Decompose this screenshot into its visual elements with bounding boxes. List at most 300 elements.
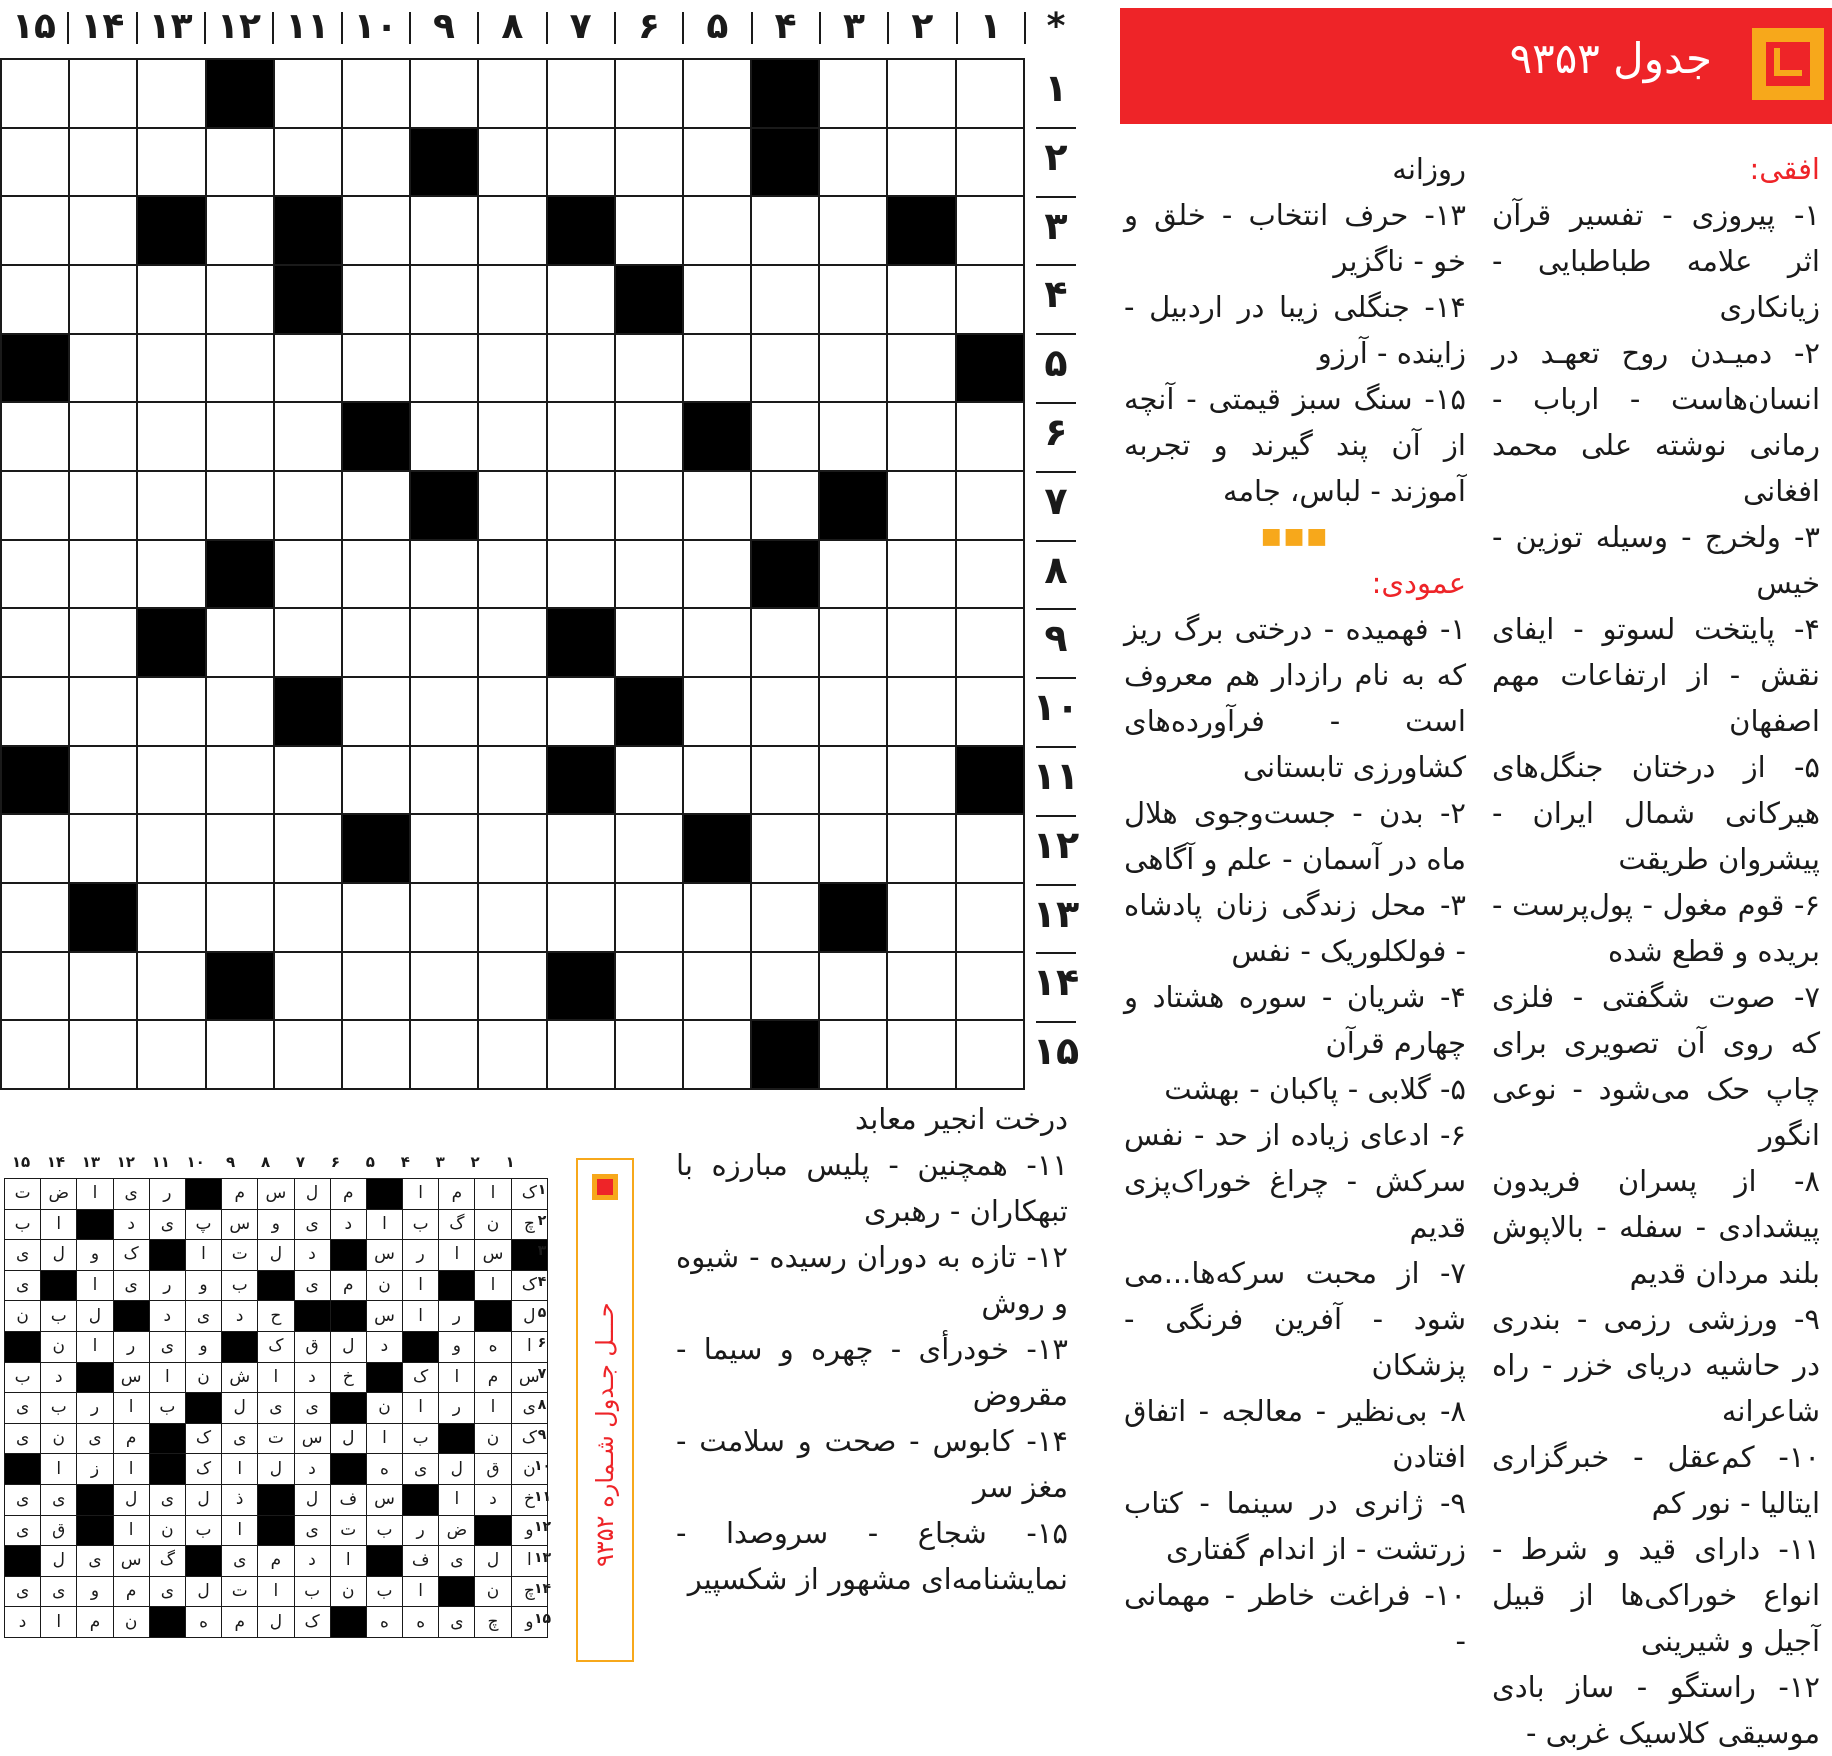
- grid-cell[interactable]: [1, 402, 69, 471]
- grid-cell[interactable]: [956, 59, 1024, 128]
- grid-cell[interactable]: [206, 883, 274, 952]
- grid-cell[interactable]: [956, 196, 1024, 265]
- grid-cell[interactable]: [274, 471, 342, 540]
- clue-item: ۶- ادعای زیاده از حد - نفس سرکش - چراغ خوراک‌پزی قدیم: [1124, 1118, 1466, 1244]
- grid-cell[interactable]: [819, 608, 887, 677]
- grid-cell[interactable]: [615, 196, 683, 265]
- row-separator: [1036, 1021, 1076, 1023]
- grid-cell[interactable]: [137, 952, 205, 1021]
- solution-cell: س: [113, 1546, 149, 1577]
- grid-cell[interactable]: [137, 540, 205, 609]
- grid-cell[interactable]: [1, 540, 69, 609]
- grid-cell[interactable]: [751, 952, 819, 1021]
- row-separator: [1036, 196, 1076, 198]
- grid-cell[interactable]: [887, 952, 955, 1021]
- grid-cell[interactable]: [887, 265, 955, 334]
- solution-cell: ل: [185, 1576, 221, 1607]
- solution-column-number: ۴: [400, 1153, 410, 1171]
- clue-item: ۱۰- فراغت خاطر - مهمانی -: [1124, 1578, 1466, 1658]
- grid-cell[interactable]: [478, 677, 546, 746]
- solution-cell: ل: [330, 1331, 366, 1362]
- grid-cell[interactable]: [69, 952, 137, 1021]
- grid-cell[interactable]: [615, 402, 683, 471]
- black-cell: [819, 471, 887, 540]
- grid-cell[interactable]: [410, 59, 478, 128]
- grid-cell[interactable]: [956, 952, 1024, 1021]
- solution-cell: ل: [258, 1607, 294, 1638]
- grid-cell[interactable]: [615, 128, 683, 197]
- grid-cell[interactable]: [342, 952, 410, 1021]
- grid-cell[interactable]: [137, 334, 205, 403]
- grid-cell[interactable]: [342, 883, 410, 952]
- solution-cell: ن: [113, 1607, 149, 1638]
- grid-cell[interactable]: [342, 59, 410, 128]
- grid-cell[interactable]: [615, 334, 683, 403]
- solution-cell: ی: [5, 1240, 41, 1271]
- grid-cell[interactable]: [478, 608, 546, 677]
- row-separator: [1036, 127, 1076, 129]
- grid-cell[interactable]: [342, 540, 410, 609]
- clue-item: ۳- محل زندگی زنان پادشاه - فولکلوریک - نفس: [1124, 888, 1466, 968]
- grid-cell[interactable]: [478, 334, 546, 403]
- column-separator: [614, 12, 616, 44]
- grid-cell[interactable]: [342, 608, 410, 677]
- clue-item: ۵- از درختان جنگل‌های هیرکانی شمال ایران - پیشروان طریقت: [1492, 750, 1820, 876]
- grid-cell[interactable]: [751, 608, 819, 677]
- grid-cell[interactable]: [751, 196, 819, 265]
- grid-cell[interactable]: [819, 540, 887, 609]
- grid-cell[interactable]: [683, 746, 751, 815]
- grid-cell[interactable]: [615, 471, 683, 540]
- grid-cell[interactable]: [410, 196, 478, 265]
- grid-cell[interactable]: [206, 334, 274, 403]
- solution-cell: ن: [475, 1576, 511, 1607]
- grid-cell[interactable]: [274, 883, 342, 952]
- grid-cell[interactable]: [1, 1020, 69, 1089]
- solution-cell: ا: [403, 1576, 439, 1607]
- grid-cell[interactable]: [274, 608, 342, 677]
- solution-cell: ه: [366, 1454, 402, 1485]
- solution-cell: ا: [222, 1454, 258, 1485]
- solution-row-number: ۱۱: [534, 1488, 552, 1505]
- grid-cell[interactable]: [137, 265, 205, 334]
- solution-cell: چ: [475, 1607, 511, 1638]
- grid-cell[interactable]: [69, 471, 137, 540]
- solution-cell: ا: [403, 1179, 439, 1210]
- solution-cell: ض: [439, 1515, 475, 1546]
- grid-cell[interactable]: [478, 59, 546, 128]
- column-separator: [204, 12, 206, 44]
- grid-cell[interactable]: [410, 952, 478, 1021]
- grid-cell[interactable]: [69, 540, 137, 609]
- crossword-grid[interactable]: [0, 58, 1025, 1090]
- grid-cell[interactable]: [410, 608, 478, 677]
- grid-cell[interactable]: [547, 128, 615, 197]
- solution-cell: ت: [222, 1240, 258, 1271]
- solution-cell: ل: [222, 1393, 258, 1424]
- grid-cell[interactable]: [342, 196, 410, 265]
- solution-cell: ف: [403, 1546, 439, 1577]
- grid-cell[interactable]: [547, 883, 615, 952]
- grid-cell[interactable]: [137, 814, 205, 883]
- grid-cell[interactable]: [547, 1020, 615, 1089]
- grid-cell[interactable]: [819, 1020, 887, 1089]
- grid-cell[interactable]: [410, 746, 478, 815]
- grid-cell[interactable]: [547, 540, 615, 609]
- grid-cell[interactable]: [683, 334, 751, 403]
- grid-cell[interactable]: [342, 334, 410, 403]
- solution-cell: ا: [222, 1515, 258, 1546]
- column-separator: [136, 12, 138, 44]
- solution-cell: ا: [366, 1423, 402, 1454]
- grid-cell[interactable]: [342, 128, 410, 197]
- solution-cell: ا: [258, 1362, 294, 1393]
- grid-cell[interactable]: [410, 883, 478, 952]
- clues-horizontal-column: [1492, 146, 1820, 1756]
- grid-cell[interactable]: [1, 814, 69, 883]
- grid-cell[interactable]: [410, 1020, 478, 1089]
- grid-cell[interactable]: [956, 608, 1024, 677]
- grid-cell[interactable]: [887, 677, 955, 746]
- grid-cell[interactable]: [69, 814, 137, 883]
- solution-cell: ل: [185, 1484, 221, 1515]
- solution-cell: د: [113, 1209, 149, 1240]
- grid-cell[interactable]: [137, 402, 205, 471]
- grid-cell[interactable]: [69, 402, 137, 471]
- section-separator: ■■■: [1260, 524, 1330, 549]
- solution-row-number: ۱۵: [534, 1611, 552, 1628]
- solution-cell: م: [77, 1607, 113, 1638]
- grid-cell[interactable]: [887, 883, 955, 952]
- grid-cell[interactable]: [478, 128, 546, 197]
- solution-cell: ت: [5, 1179, 41, 1210]
- grid-cell[interactable]: [342, 677, 410, 746]
- solution-cell: و: [77, 1576, 113, 1607]
- grid-cell[interactable]: [887, 59, 955, 128]
- grid-cell[interactable]: [1, 196, 69, 265]
- grid-cell[interactable]: [274, 402, 342, 471]
- grid-cell[interactable]: [69, 746, 137, 815]
- grid-cell[interactable]: [206, 1020, 274, 1089]
- solution-cell: خ: [330, 1362, 366, 1393]
- grid-cell[interactable]: [547, 677, 615, 746]
- grid-cell[interactable]: [206, 814, 274, 883]
- solution-black-cell: [77, 1209, 113, 1240]
- grid-cell[interactable]: [956, 1020, 1024, 1089]
- grid-cell[interactable]: [342, 471, 410, 540]
- grid-cell[interactable]: [887, 540, 955, 609]
- solution-cell: ی: [185, 1301, 221, 1332]
- solution-cell: م: [258, 1546, 294, 1577]
- column-number: ۱۰: [353, 6, 398, 47]
- grid-cell[interactable]: [887, 128, 955, 197]
- grid-cell[interactable]: [615, 540, 683, 609]
- grid-cell[interactable]: [69, 334, 137, 403]
- solution-cell: ی: [294, 1209, 330, 1240]
- grid-cell[interactable]: [274, 128, 342, 197]
- grid-cell[interactable]: [956, 402, 1024, 471]
- grid-cell[interactable]: [206, 265, 274, 334]
- grid-cell[interactable]: [547, 265, 615, 334]
- grid-cell[interactable]: [683, 1020, 751, 1089]
- clue-item: ۲- بدن - جست‌وجوی هلال ماه در آسمان - علم و آگاهی: [1124, 796, 1466, 876]
- solution-black-cell: [185, 1393, 221, 1424]
- grid-cell[interactable]: [751, 746, 819, 815]
- grid-cell[interactable]: [547, 334, 615, 403]
- grid-cell[interactable]: [751, 402, 819, 471]
- grid-cell[interactable]: [69, 608, 137, 677]
- grid-cell[interactable]: [1, 265, 69, 334]
- grid-cell[interactable]: [410, 402, 478, 471]
- grid-cell[interactable]: [956, 540, 1024, 609]
- grid-cell[interactable]: [137, 1020, 205, 1089]
- grid-cell[interactable]: [478, 471, 546, 540]
- grid-cell[interactable]: [274, 952, 342, 1021]
- row-separator: [1036, 677, 1076, 679]
- solution-cell: ل: [294, 1484, 330, 1515]
- grid-cell[interactable]: [137, 128, 205, 197]
- solution-cell: م: [330, 1270, 366, 1301]
- grid-cell[interactable]: [410, 677, 478, 746]
- solution-black-cell: [77, 1515, 113, 1546]
- solution-cell: م: [222, 1179, 258, 1210]
- row-number: ۱۵: [1032, 1029, 1080, 1074]
- solution-cell: ا: [258, 1576, 294, 1607]
- grid-cell[interactable]: [615, 59, 683, 128]
- solution-cell: ش: [222, 1362, 258, 1393]
- solution-cell: ا: [41, 1607, 77, 1638]
- solution-cell: ب: [5, 1209, 41, 1240]
- solution-cell: م: [330, 1179, 366, 1210]
- grid-cell[interactable]: [819, 265, 887, 334]
- grid-cell[interactable]: [819, 402, 887, 471]
- grid-cell[interactable]: [615, 746, 683, 815]
- grid-cell[interactable]: [137, 677, 205, 746]
- grid-cell[interactable]: [342, 746, 410, 815]
- grid-cell[interactable]: [137, 471, 205, 540]
- grid-cell[interactable]: [887, 814, 955, 883]
- solution-cell: د: [330, 1209, 366, 1240]
- grid-cell[interactable]: [751, 334, 819, 403]
- grid-cell[interactable]: [956, 265, 1024, 334]
- page-title: جدول ۹۳۵۳: [1509, 34, 1712, 83]
- grid-cell[interactable]: [69, 677, 137, 746]
- solution-cell: ب: [5, 1362, 41, 1393]
- solution-cell: د: [366, 1331, 402, 1362]
- grid-cell[interactable]: [206, 677, 274, 746]
- solution-black-cell: [5, 1454, 41, 1485]
- solution-cell: ن: [5, 1301, 41, 1332]
- black-cell: [547, 608, 615, 677]
- solution-cell: ک: [294, 1607, 330, 1638]
- grid-cell[interactable]: [819, 128, 887, 197]
- solution-black-cell: [475, 1301, 511, 1332]
- solution-cell: س: [294, 1423, 330, 1454]
- grid-cell[interactable]: [410, 540, 478, 609]
- grid-cell[interactable]: [683, 265, 751, 334]
- black-cell: [137, 608, 205, 677]
- grid-cell[interactable]: [1, 952, 69, 1021]
- grid-cell[interactable]: [478, 746, 546, 815]
- grid-cell[interactable]: [274, 334, 342, 403]
- grid-cell[interactable]: [956, 128, 1024, 197]
- grid-cell[interactable]: [478, 952, 546, 1021]
- grid-cell[interactable]: [615, 883, 683, 952]
- grid-cell[interactable]: [547, 402, 615, 471]
- grid-cell[interactable]: [69, 265, 137, 334]
- grid-cell[interactable]: [206, 402, 274, 471]
- grid-cell[interactable]: [751, 471, 819, 540]
- grid-cell[interactable]: [819, 746, 887, 815]
- grid-cell[interactable]: [683, 608, 751, 677]
- grid-cell[interactable]: [819, 814, 887, 883]
- solution-cell: ا: [511, 1546, 547, 1577]
- grid-cell[interactable]: [274, 814, 342, 883]
- grid-cell[interactable]: [478, 265, 546, 334]
- grid-cell[interactable]: [683, 59, 751, 128]
- grid-cell[interactable]: [1, 471, 69, 540]
- column-number: ۱۴: [80, 6, 125, 47]
- grid-cell[interactable]: [137, 883, 205, 952]
- grid-cell[interactable]: [956, 677, 1024, 746]
- grid-cell[interactable]: [137, 59, 205, 128]
- grid-cell[interactable]: [1, 128, 69, 197]
- grid-cell[interactable]: [1, 59, 69, 128]
- solution-column-number: ۲: [470, 1153, 480, 1171]
- black-cell: [69, 883, 137, 952]
- column-number: ۹: [433, 6, 455, 47]
- grid-cell[interactable]: [887, 471, 955, 540]
- grid-cell[interactable]: [956, 814, 1024, 883]
- grid-cell[interactable]: [683, 471, 751, 540]
- grid-cell[interactable]: [751, 677, 819, 746]
- black-cell: [547, 952, 615, 1021]
- grid-cell[interactable]: [819, 59, 887, 128]
- grid-cell[interactable]: [819, 677, 887, 746]
- solution-column-number: ۱۱: [151, 1153, 170, 1171]
- solution-cell: ک: [403, 1362, 439, 1393]
- grid-cell[interactable]: [410, 265, 478, 334]
- grid-cell[interactable]: [887, 746, 955, 815]
- grid-cell[interactable]: [206, 128, 274, 197]
- grid-cell[interactable]: [956, 883, 1024, 952]
- solution-row-number: ۴: [537, 1274, 547, 1290]
- grid-cell[interactable]: [478, 883, 546, 952]
- grid-cell[interactable]: [274, 1020, 342, 1089]
- arrow-down-left-icon: [592, 1174, 618, 1200]
- black-cell: [547, 746, 615, 815]
- grid-cell[interactable]: [887, 402, 955, 471]
- grid-cell[interactable]: [410, 334, 478, 403]
- grid-cell[interactable]: [547, 59, 615, 128]
- column-separator: [272, 12, 274, 44]
- grid-cell[interactable]: [1, 677, 69, 746]
- grid-cell[interactable]: [887, 608, 955, 677]
- grid-cell[interactable]: [1, 608, 69, 677]
- grid-cell[interactable]: [615, 1020, 683, 1089]
- grid-cell[interactable]: [342, 1020, 410, 1089]
- grid-cell[interactable]: [887, 334, 955, 403]
- grid-cell[interactable]: [69, 128, 137, 197]
- solution-cell: و: [185, 1331, 221, 1362]
- black-cell: [206, 59, 274, 128]
- grid-cell[interactable]: [274, 746, 342, 815]
- grid-cell[interactable]: [819, 334, 887, 403]
- grid-cell[interactable]: [615, 814, 683, 883]
- grid-cell[interactable]: [69, 196, 137, 265]
- grid-cell[interactable]: [206, 608, 274, 677]
- clue-item: ۴- پایتخت لسوتو - ایفای نقش - از ارتفاعات مهم اصفهان: [1492, 612, 1820, 738]
- solution-column-number: ۷: [295, 1153, 306, 1171]
- solution-cell: ر: [77, 1393, 113, 1424]
- grid-cell[interactable]: [683, 196, 751, 265]
- grid-cell[interactable]: [615, 952, 683, 1021]
- grid-cell[interactable]: [683, 128, 751, 197]
- grid-cell[interactable]: [342, 265, 410, 334]
- solution-cell: س: [258, 1179, 294, 1210]
- grid-cell[interactable]: [547, 471, 615, 540]
- arrow-down-left-icon: [1752, 28, 1824, 100]
- solution-row-number: ۱۳: [534, 1550, 552, 1566]
- grid-cell[interactable]: [683, 883, 751, 952]
- solution-cell: ی: [5, 1576, 41, 1607]
- grid-cell[interactable]: [819, 196, 887, 265]
- grid-cell[interactable]: [274, 59, 342, 128]
- grid-cell[interactable]: [478, 196, 546, 265]
- solution-cell: د: [222, 1301, 258, 1332]
- solution-black-cell: [185, 1179, 221, 1210]
- grid-cell[interactable]: [683, 540, 751, 609]
- solution-cell: ل: [41, 1240, 77, 1271]
- row-number: ۶: [1044, 410, 1068, 454]
- solution-black-cell: [330, 1454, 366, 1485]
- grid-cell[interactable]: [478, 402, 546, 471]
- grid-cell[interactable]: [751, 265, 819, 334]
- solution-cell: ب: [185, 1515, 221, 1546]
- grid-cell[interactable]: [683, 952, 751, 1021]
- grid-cell[interactable]: [274, 540, 342, 609]
- solution-cell: ت: [222, 1576, 258, 1607]
- grid-cell[interactable]: [615, 608, 683, 677]
- grid-cell[interactable]: [69, 1020, 137, 1089]
- grid-cell[interactable]: [478, 1020, 546, 1089]
- grid-cell[interactable]: [956, 471, 1024, 540]
- grid-cell[interactable]: [887, 1020, 955, 1089]
- solution-cell: د: [149, 1301, 185, 1332]
- grid-cell[interactable]: [410, 814, 478, 883]
- grid-cell[interactable]: [478, 540, 546, 609]
- solution-cell: ا: [330, 1546, 366, 1577]
- grid-cell[interactable]: [206, 196, 274, 265]
- grid-cell[interactable]: [69, 59, 137, 128]
- grid-cell[interactable]: [683, 677, 751, 746]
- grid-cell[interactable]: [206, 471, 274, 540]
- grid-cell[interactable]: [1, 883, 69, 952]
- clue-item: ۷- از محبت سرکه‌ها...می شود - آفرین فرنگی - پزشکان: [1124, 1256, 1466, 1382]
- grid-cell[interactable]: [751, 883, 819, 952]
- solution-black-cell: [5, 1331, 41, 1362]
- row-separator: [1036, 471, 1076, 473]
- grid-cell[interactable]: [547, 814, 615, 883]
- solution-cell: س: [511, 1362, 547, 1393]
- solution-black-cell: [5, 1546, 41, 1577]
- grid-cell[interactable]: [206, 746, 274, 815]
- grid-cell[interactable]: [478, 814, 546, 883]
- grid-cell[interactable]: [819, 952, 887, 1021]
- solution-cell: د: [294, 1362, 330, 1393]
- grid-cell[interactable]: [137, 746, 205, 815]
- grid-cell[interactable]: [751, 814, 819, 883]
